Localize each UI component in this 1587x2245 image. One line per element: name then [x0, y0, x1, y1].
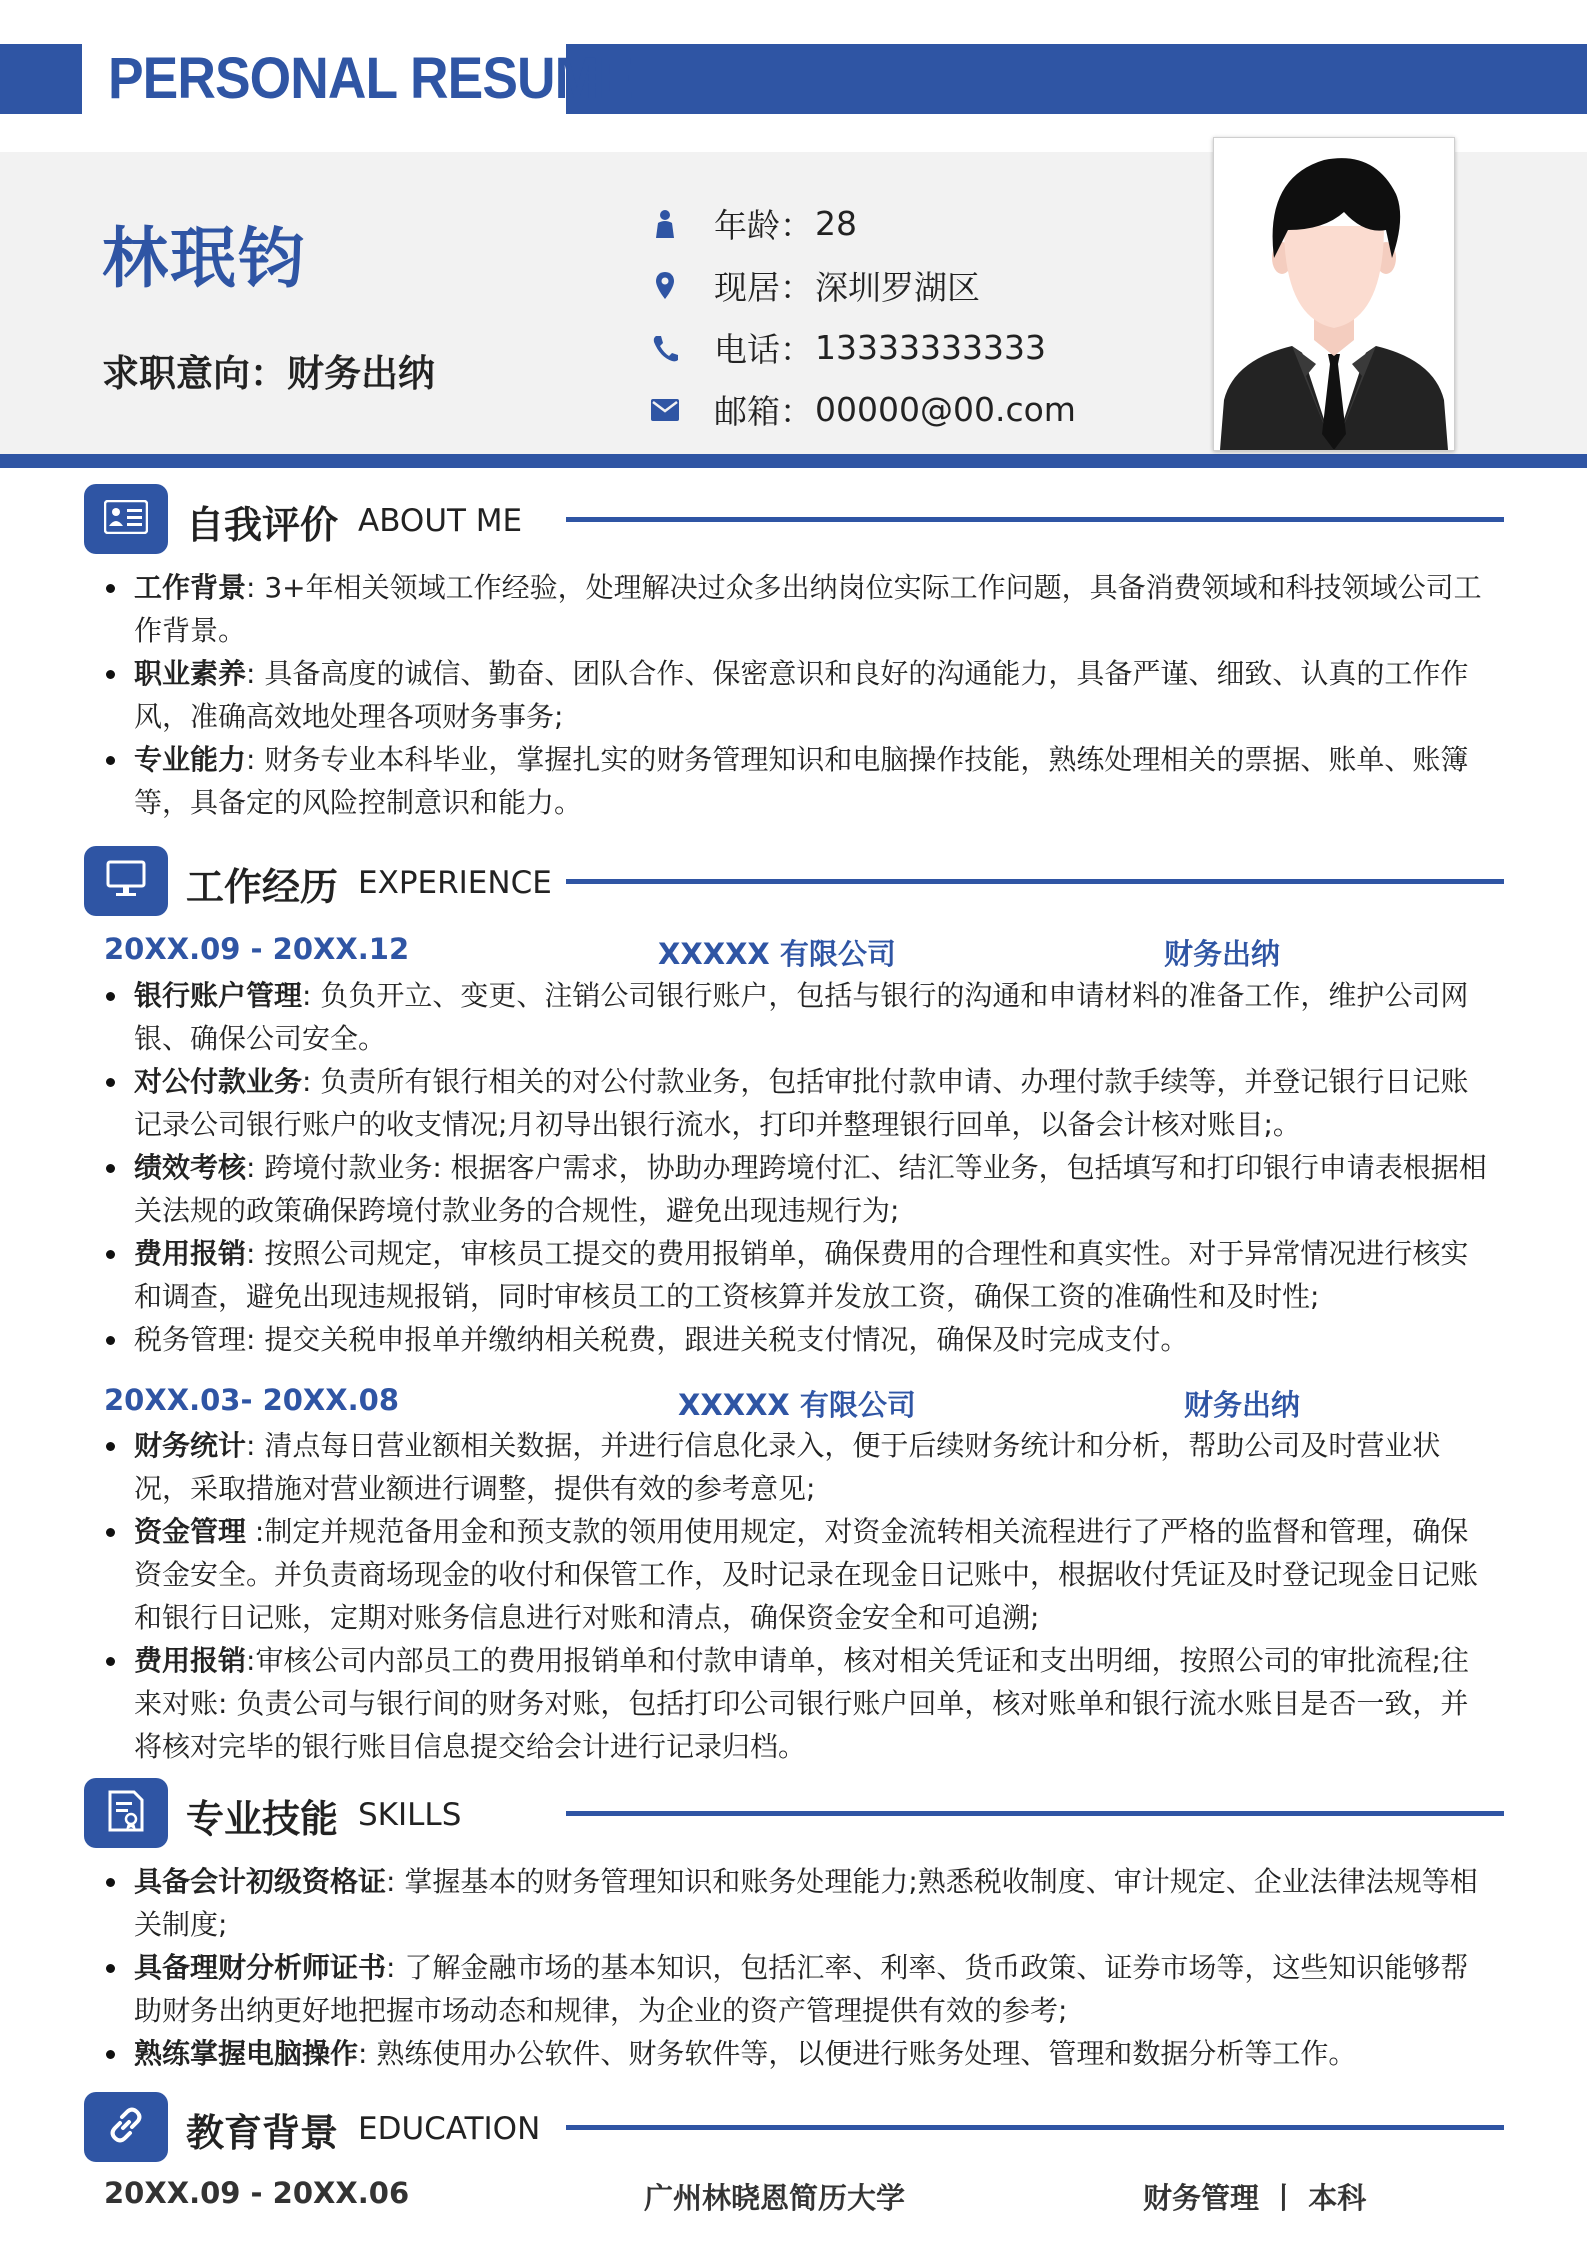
experience-title-cn: 工作经历	[186, 865, 339, 909]
skills-list	[102, 1860, 1487, 2075]
list-item: 专业能力: 财务专业本科毕业，掌握扎实的财务管理知识和电脑操作技能，熟练处理相关的票据、账单、账簿等，具备定的风险控制意识和能力。	[102, 738, 1487, 824]
contact-label: 现居：	[714, 268, 813, 307]
contact-label: 邮箱：	[714, 392, 813, 431]
about-list	[102, 566, 1487, 824]
contact-label: 电话：	[714, 330, 813, 369]
about-divider	[566, 517, 1504, 522]
job-position: 财务出纳	[1164, 937, 1281, 971]
experience-divider	[566, 879, 1504, 884]
job-company: XXXXX 有限公司	[658, 937, 896, 971]
contact-value: 28	[815, 204, 857, 243]
list-item: 财务统计: 清点每日营业额相关数据，并进行信息化录入，便于后续财务统计和分析，帮助公司及时营业状况，采取措施对营业额进行调整，提供有效的参考意见;	[102, 1424, 1487, 1510]
list-item: 熟练掌握电脑操作: 熟练使用办公软件、财务软件等，以便进行账务处理、管理和数据分析等工作。	[102, 2032, 1487, 2075]
education-title-en: EDUCATION	[358, 2111, 541, 2147]
job-header	[0, 1383, 1587, 1423]
profile-photo	[1213, 137, 1455, 451]
header-divider	[0, 454, 1587, 468]
location-pin-icon	[650, 269, 680, 303]
job-duties-list	[102, 1424, 1487, 1768]
education-degree: 财务管理 丨 本科	[1143, 2181, 1367, 2215]
about-title-en: ABOUT ME	[358, 503, 523, 539]
skills-section-icon-box	[84, 1778, 168, 1848]
contact-value: 13333333333	[815, 328, 1046, 367]
education-section-icon-box	[84, 2092, 168, 2162]
job-period: 20XX.09 - 20XX.12	[104, 932, 410, 966]
contact-value: 00000@00.com	[815, 390, 1076, 429]
banner-left-bar	[0, 44, 82, 114]
skills-title-en: SKILLS	[358, 1797, 462, 1833]
experience-title-en: EXPERIENCE	[358, 865, 552, 901]
education-row	[0, 2176, 1587, 2216]
about-section-icon-box	[84, 484, 168, 554]
contact-phone	[650, 324, 1046, 371]
link-icon	[106, 2105, 146, 2149]
candidate-name: 林珉钧	[102, 220, 306, 297]
contact-label: 年龄：	[714, 206, 813, 245]
phone-icon	[650, 331, 680, 365]
avatar-icon	[1214, 138, 1454, 450]
person-icon	[650, 207, 680, 241]
job-company: XXXXX 有限公司	[678, 1388, 916, 1422]
list-item: 银行账户管理: 负负开立、变更、注销公司银行账户，包括与银行的沟通和申请材料的准备工作，维护公司网银、确保公司安全。	[102, 974, 1487, 1060]
contact-age	[650, 200, 857, 247]
contact-value: 深圳罗湖区	[815, 268, 980, 307]
monitor-icon	[106, 860, 146, 902]
contact-email	[650, 386, 1076, 433]
resume-title: PERSONAL RESUME	[108, 46, 633, 111]
list-item: 具备会计初级资格证: 掌握基本的财务管理知识和账务处理能力;熟悉税收制度、审计规定、企业法律法规等相关制度;	[102, 1860, 1487, 1946]
education-period: 20XX.09 - 20XX.06	[104, 2176, 410, 2210]
list-item: 税务管理: 提交关税申报单并缴纳相关税费，跟进关税支付情况，确保及时完成支付。	[102, 1318, 1487, 1361]
education-school: 广州林晓恩简历大学	[644, 2181, 906, 2215]
job-position: 财务出纳	[1184, 1388, 1301, 1422]
education-title-cn: 教育背景	[186, 2111, 339, 2155]
about-title-cn: 自我评价	[186, 503, 339, 547]
list-item: 具备理财分析师证书: 了解金融市场的基本知识，包括汇率、利率、货币政策、证券市场等，这些知识能够帮助财务出纳更好地把握市场动态和规律，为企业的资产管理提供有效的参考;	[102, 1946, 1487, 2032]
education-divider	[566, 2125, 1504, 2130]
banner-right-bar	[566, 44, 1587, 114]
certificate-icon	[107, 1790, 145, 1836]
job-duties-list	[102, 974, 1487, 1361]
list-item: 费用报销:审核公司内部员工的费用报销单和付款申请单，核对相关凭证和支出明细，按照公司的审批流程;往来对账: 负责公司与银行间的财务对账，包括打印公司银行账户回单，核对账单和银行流水账目是否一致，并将核对完毕的银行账目信息提交给会计进行记录归档。	[102, 1639, 1487, 1768]
id-card-icon	[104, 500, 148, 538]
skills-title-cn: 专业技能	[186, 1797, 339, 1841]
list-item: 对公付款业务: 负责所有银行相关的对公付款业务，包括审批付款申请、办理付款手续等，并登记银行日记账记录公司银行账户的收支情况;月初导出银行流水，打印并整理银行回单，以备会计核对账目;。	[102, 1060, 1487, 1146]
list-item: 费用报销: 按照公司规定，审核员工提交的费用报销单，确保费用的合理性和真实性。对于异常情况进行核实和调查，避免出现违规报销，同时审核员工的工资核算并发放工资，确保工资的准确性和及时性;	[102, 1232, 1487, 1318]
list-item: 职业素养: 具备高度的诚信、勤奋、团队合作、保密意识和良好的沟通能力，具备严谨、细致、认真的工作作风，准确高效地处理各项财务事务;	[102, 652, 1487, 738]
envelope-icon	[650, 393, 680, 427]
list-item: 工作背景: 3+年相关领域工作经验，处理解决过众多出纳岗位实际工作问题，具备消费领域和科技领域公司工作背景。	[102, 566, 1487, 652]
list-item: 资金管理 :制定并规范备用金和预支款的领用使用规定，对资金流转相关流程进行了严格的监督和管理，确保资金安全。并负责商场现金的收付和保管工作，及时记录在现金日记账中，根据收付凭证及时登记现金日记账和银行日记账，定期对账务信息进行对账和清点，确保资金安全和可追溯;	[102, 1510, 1487, 1639]
job-header	[0, 932, 1587, 972]
list-item: 绩效考核: 跨境付款业务: 根据客户需求，协助办理跨境付汇、结汇等业务，包括填写和打印银行申请表根据相关法规的政策确保跨境付款业务的合规性，避免出现违规行为;	[102, 1146, 1487, 1232]
experience-section-icon-box	[84, 846, 168, 916]
job-intent: 求职意向：财务出纳	[102, 352, 435, 395]
contact-address	[650, 262, 980, 309]
skills-divider	[566, 1811, 1504, 1816]
job-period: 20XX.03- 20XX.08	[104, 1383, 400, 1417]
